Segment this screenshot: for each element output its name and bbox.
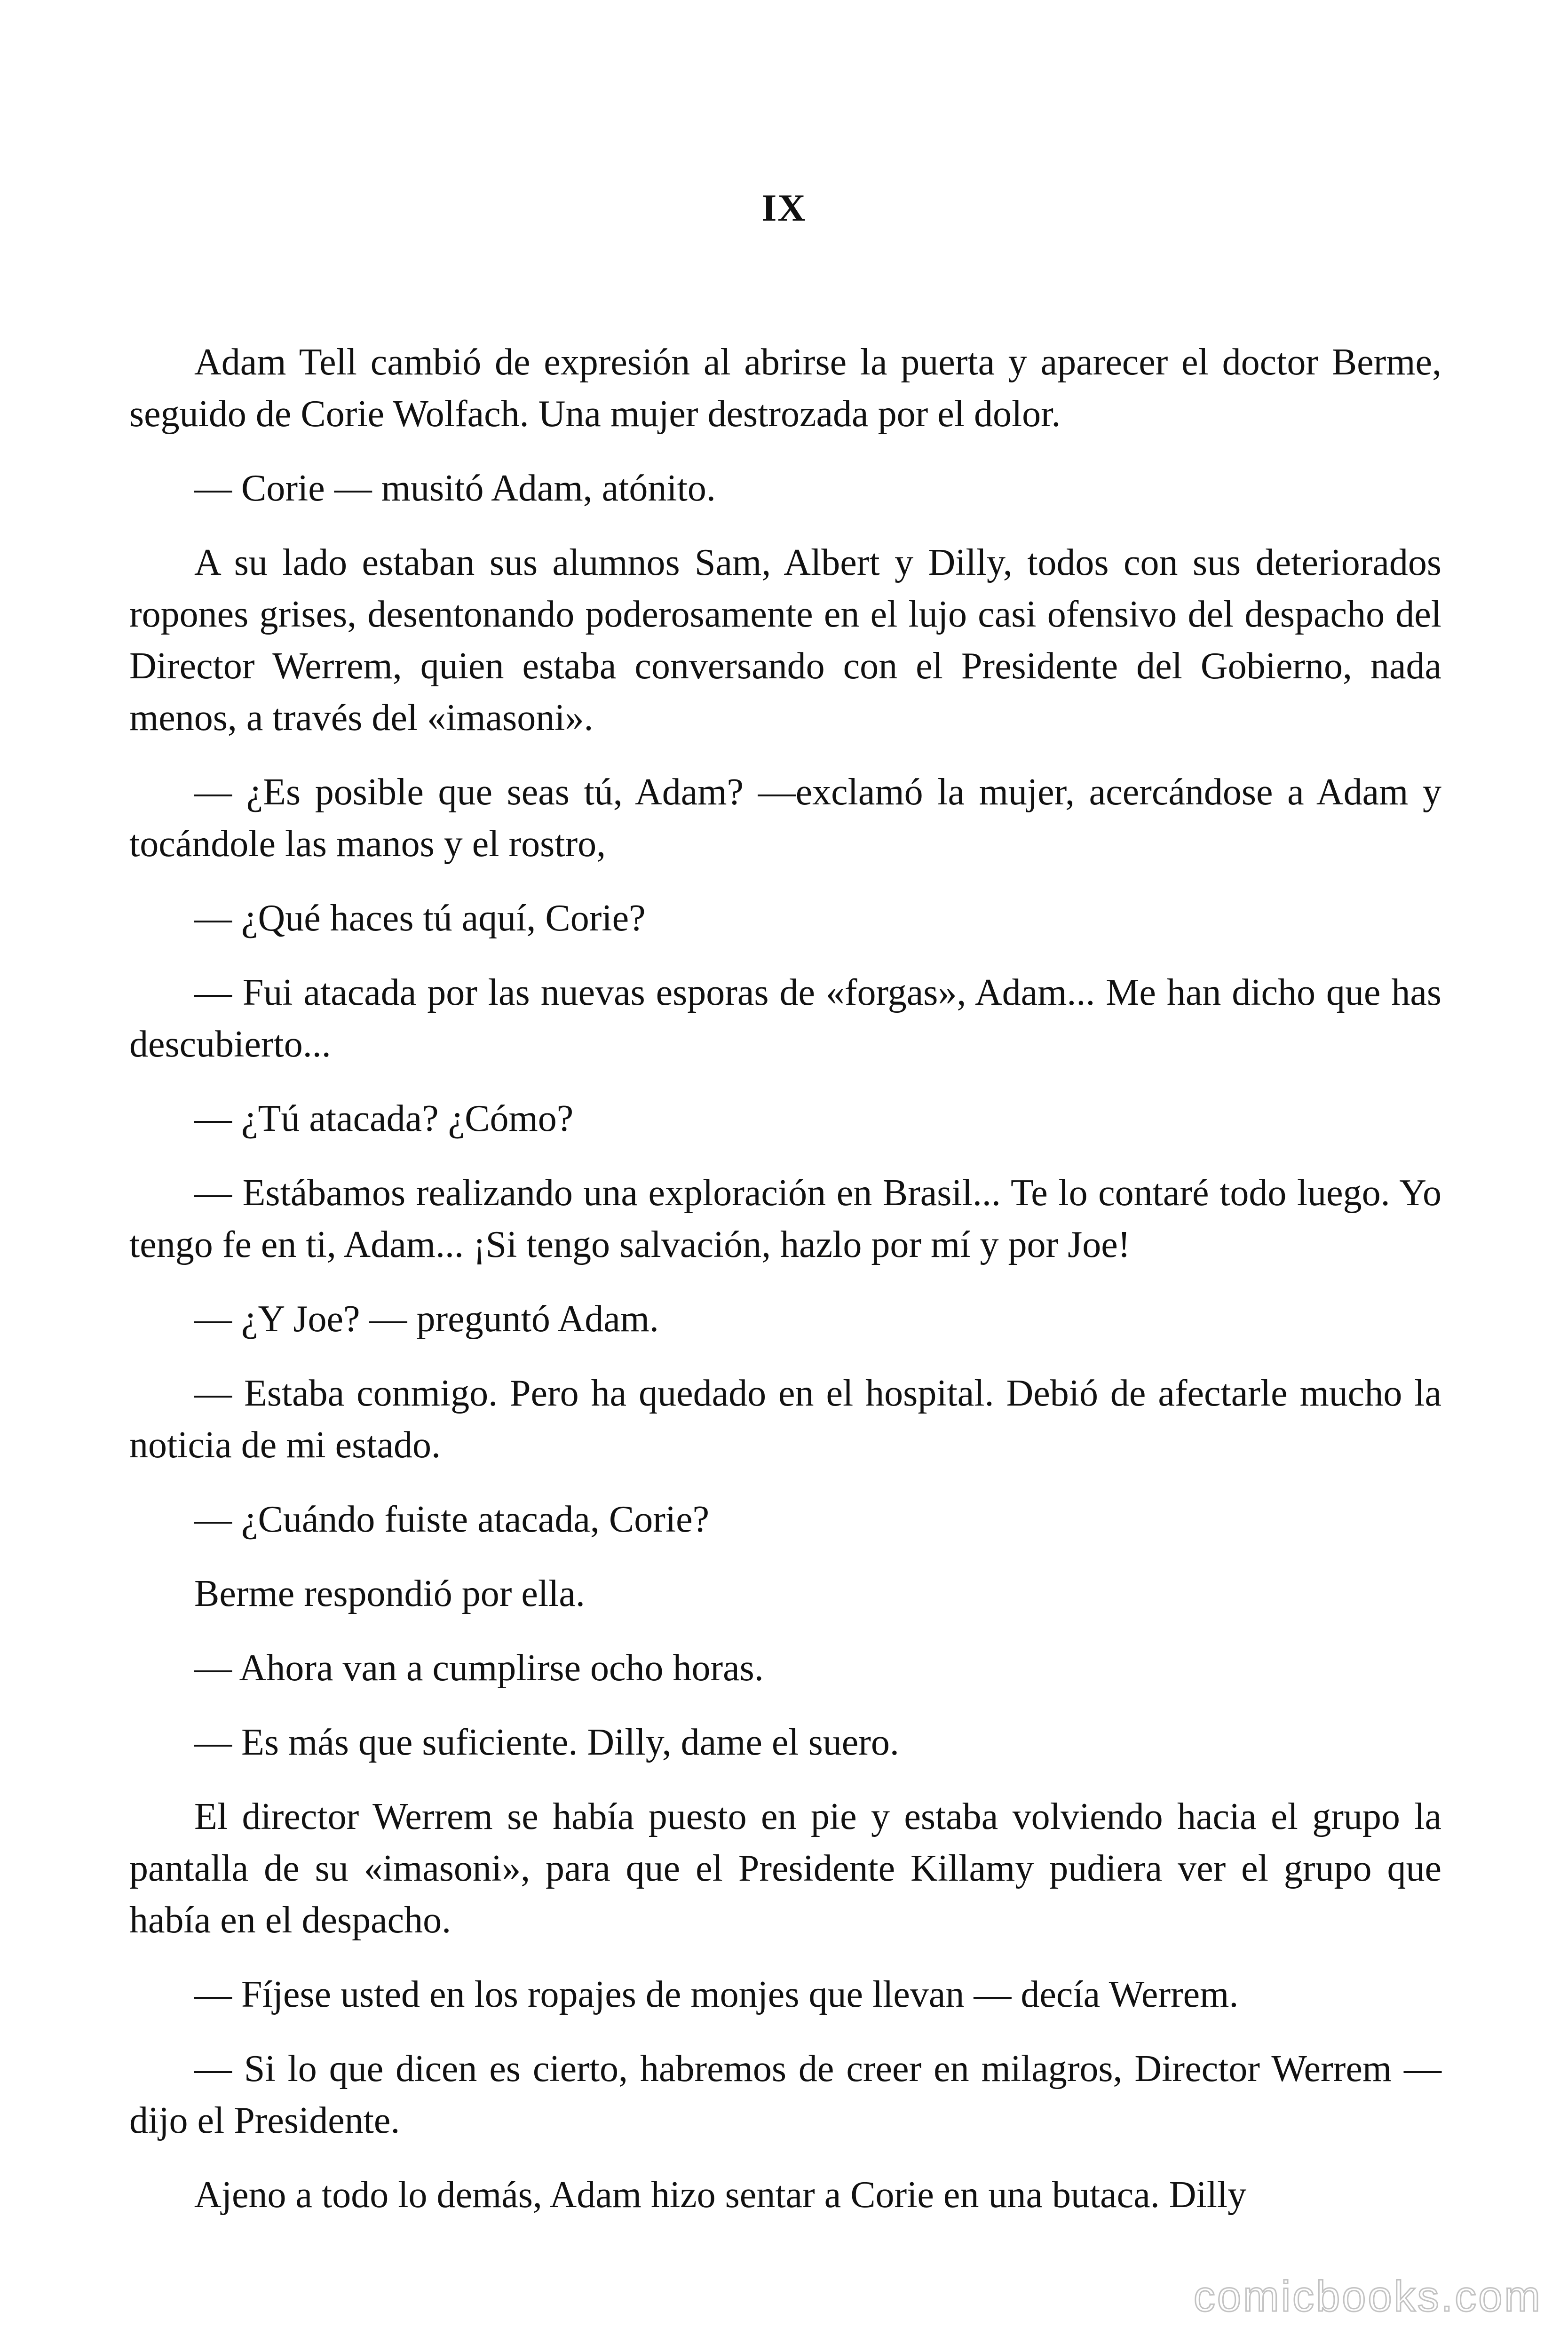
paragraph: Ajeno a todo lo demás, Adam hizo sentar a Corie en una butaca. Dilly	[194, 2174, 1247, 2216]
paragraph: — ¿Es posible que seas tú, Adam? —exclamó la mujer, acercándose a Adam y tocándole las manos y el rostro,	[129, 771, 1441, 865]
text-body	[129, 336, 1441, 2221]
paragraph: — Ahora van a cumplirse ocho horas.	[194, 1647, 764, 1689]
paragraph: — ¿Y Joe? — preguntó Adam.	[194, 1298, 659, 1340]
paragraph: — Fíjese usted en los ropajes de monjes que llevan — decía Werrem.	[194, 1974, 1239, 2015]
paragraph: — ¿Qué haces tú aquí, Corie?	[194, 898, 646, 939]
watermark: comicbooks.com	[1193, 2273, 1542, 2320]
paragraph: — Estábamos realizando una exploración en Brasil... Te lo contaré todo luego. Yo tengo fe en ti, Adam... ¡Si tengo salvación, hazlo por mí y por Joe!	[129, 1172, 1441, 1265]
paragraph: A su lado estaban sus alumnos Sam, Albert y Dilly, todos con sus deteriorados ropones grises, desentonando poderosamente en el lujo casi ofensivo del despacho del Director Werrem, quien estaba conversando con el Presidente del Gobierno, nada menos, a través del «imasoni».	[129, 542, 1441, 739]
chapter-title: IX	[761, 186, 807, 229]
paragraph: Berme respondió por ella.	[194, 1573, 585, 1614]
paragraph: — Si lo que dicen es cierto, habremos de creer en milagros, Director Werrem — dijo el Presidente.	[129, 2048, 1441, 2141]
paragraph: — Corie — musitó Adam, atónito.	[194, 468, 716, 509]
paragraph: — Es más que suficiente. Dilly, dame el suero.	[194, 1722, 899, 1763]
paragraph: — Fui atacada por las nuevas esporas de «forgas», Adam... Me han dicho que has descubierto...	[129, 972, 1441, 1065]
paragraph: — Estaba conmigo. Pero ha quedado en el hospital. Debió de afectarle mucho la noticia de mi estado.	[129, 1373, 1441, 1466]
paragraph: El director Werrem se había puesto en pie y estaba volviendo hacia el grupo la pantalla de su «imasoni», para que el Presidente Killamy pudiera ver el grupo que había en el despacho.	[129, 1796, 1441, 1941]
paragraph: — ¿Cuándo fuiste atacada, Corie?	[194, 1499, 710, 1540]
paragraph: Adam Tell cambió de expresión al abrirse la puerta y aparecer el doctor Berme, seguido de Corie Wolfach. Una mujer destrozada por el dolor.	[129, 342, 1441, 435]
paragraph: — ¿Tú atacada? ¿Cómo?	[194, 1098, 574, 1139]
